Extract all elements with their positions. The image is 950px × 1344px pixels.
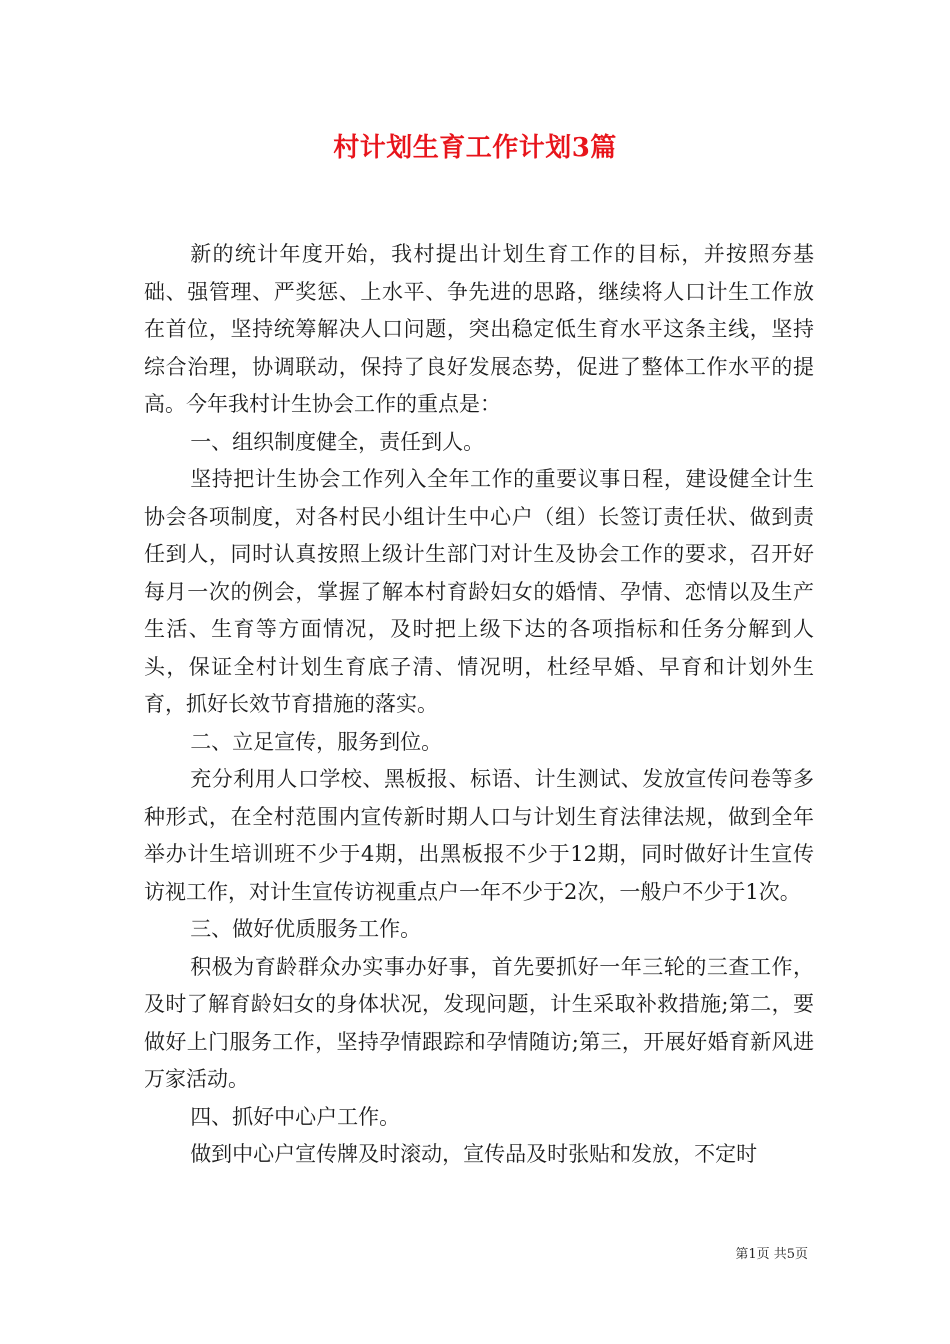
- paragraph-section-1: 坚持把计生协会工作列入全年工作的重要议事日程，建设健全计生协会各项制度，对各村民小组计生中心户（组）长签订责任状、做到责任到人，同时认真按照上级计生部门对计生及协会工作的要求，召开好每月一次的例会，掌握了解本村育龄妇女的婚情、孕情、恋情以及生产生活、生育等方面情况，及时把上级下达的各项指标和任务分解到人头，保证全村计划生育底子清、情况明，杜经早婚、早育和计划外生育，抓好长效节育措施的落实。: [144, 467, 814, 716]
- section-heading-4: 四、抓好中心户工作。: [190, 1104, 401, 1129]
- paragraph-section-3: 积极为育龄群众办实事办好事，首先要抓好一年三轮的三查工作，及时了解育龄妇女的身体状况，发现问题，计生采取补救措施;第二，要做好上门服务工作，坚持孕情跟踪和孕情随访;第三，开展好婚育新风进万家活动。: [144, 954, 814, 1091]
- document-title: 村计划生育工作计划3篇: [333, 133, 617, 163]
- document-body: [144, 236, 814, 1174]
- section-heading-3: 三、做好优质服务工作。: [190, 917, 422, 941]
- page-number-footer: 第1页 共5页: [735, 1247, 808, 1262]
- paragraph-section-2: 充分利用人口学校、黑板报、标语、计生测试、发放宣传问卷等多种形式，在全村范围内宣传新时期人口与计划生育法律法规，做到全年举办计生培训班不少于4期，出黑板报不少于12期，同时做好计生宣传访视工作，对计生宣传访视重点户一年不少于2次，一般户不少于1次。: [144, 767, 814, 904]
- paragraph-intro: 新的统计年度开始，我村提出计划生育工作的目标，并按照夯基础、强管理、严奖惩、上水平、争先进的思路，继续将人口计生工作放在首位，坚持统筹解决人口问题，突出稳定低生育水平这条主线，坚持综合治理，协调联动，保持了良好发展态势，促进了整体工作水平的提高。今年我村计生协会工作的重点是：: [144, 242, 814, 416]
- section-heading-2: 二、立足宣传，服务到位。: [190, 729, 443, 754]
- section-heading-1: 一、组织制度健全，责任到人。: [190, 429, 485, 454]
- paragraph-section-4: 做到中心户宣传牌及时滚动，宣传品及时张贴和发放，不定时: [190, 1142, 758, 1166]
